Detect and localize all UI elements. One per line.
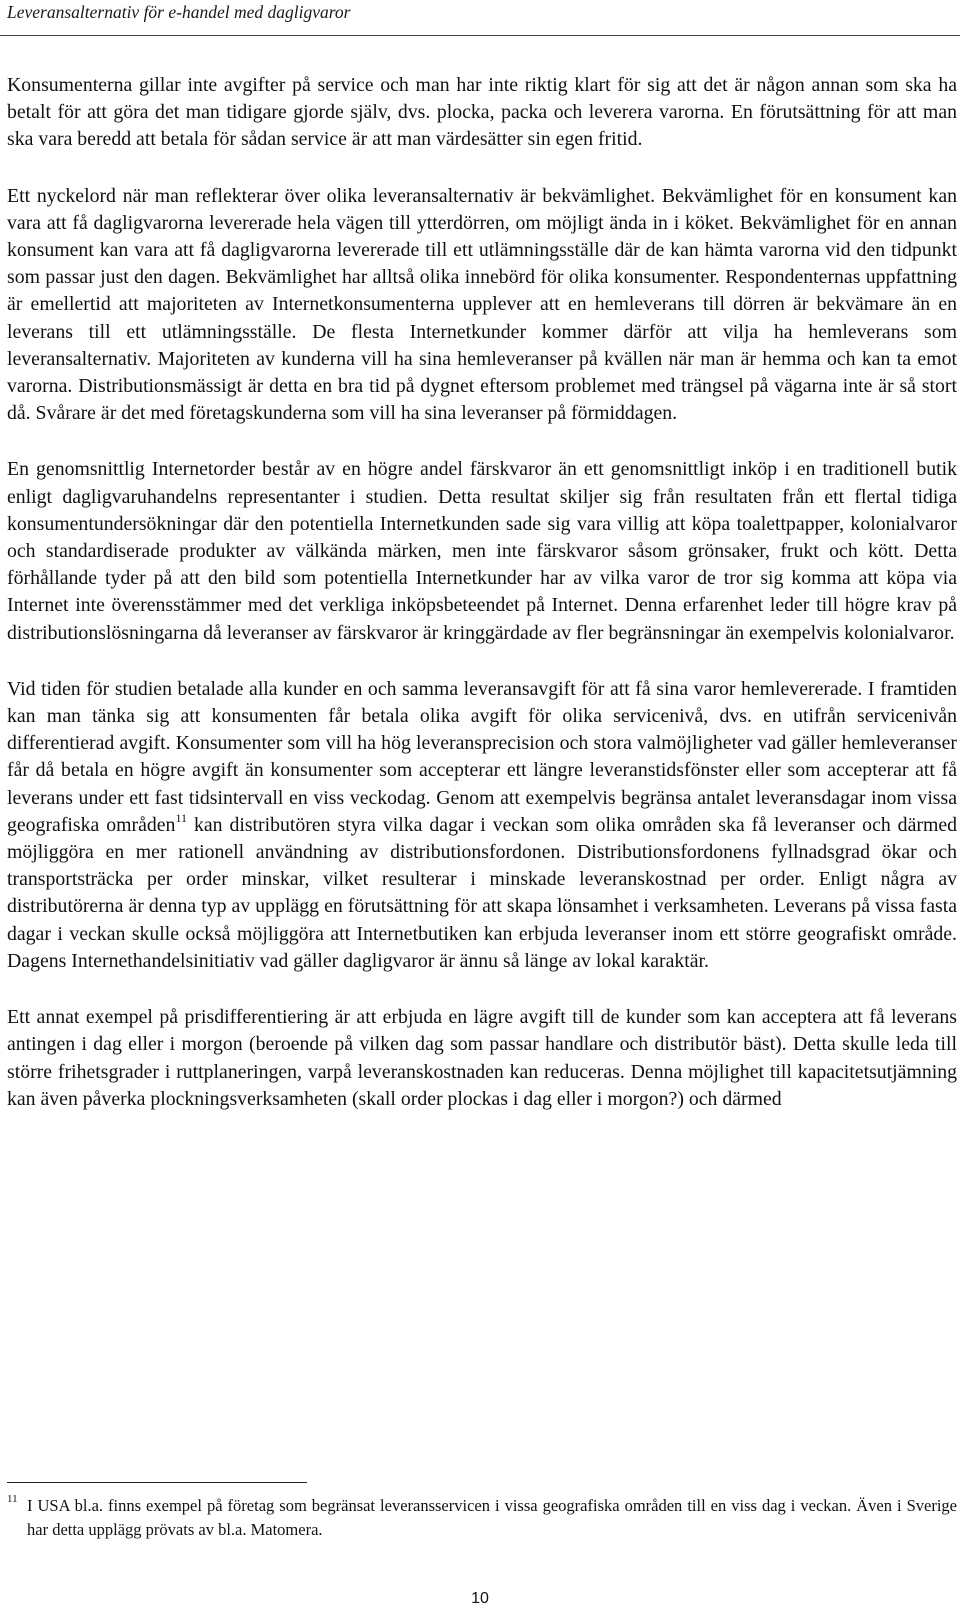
running-header: Leveransalternativ för e-handel med dagligvaror <box>7 2 351 22</box>
paragraph-delivery-fee-part1: Vid tiden för studien betalade alla kunder en och samma leveransavgift för att få sina varor hemlevererade. I framtiden kan man tänka sig att konsumenten får betala olika avgift för olika servicenivå, dvs. en utifrån servicenivån differentierad avgift. Konsumenter som vill ha hög leveransprecision och stora valmöjligheter vad gäller hemleveranser får då betala en högre avgift än konsumenter som accepterar ett längre leveranstidsfönster eller som accepterar att få leverans under ett fast tidsintervall en viss veckodag. Genom att exempelvis begränsa antalet leveransdagar inom vissa geografiska områden <box>7 677 957 836</box>
paragraph-convenience-lead: Ett nyckelord när man reflekterar över olika leveransalternativ är bekvämlighet. <box>7 184 656 207</box>
paragraph-fees: Konsumenterna gillar inte avgifter på service och man har inte riktig klart för sig att det är någon annan som ska ha betalt för att göra det man tidigare gjorde själv, dvs. plocka, packa och leverera varorna. En förutsättning för att man ska vara beredd att betala för sådan service är att man värdesätter sin egen fritid. <box>7 74 957 151</box>
header-divider <box>0 35 960 36</box>
paragraph-price-differentiation: Ett annat exempel på prisdifferentiering är att erbjuda en lägre avgift till de kunder som kan acceptera att få leverans antingen i dag eller i morgon (beroende på vilken dag som passar handlare och distributör bäst). Detta skulle leda till större frihetsgrader i ruttplaneringen, varpå leveranskostnaden kan reduceras. Denna möjlighet till kapacitetsutjämning kan även påverka plockningsverksamheten (skall order plockas i dag eller i morgon?) och därmed <box>7 1006 957 1110</box>
footnote-reference[interactable]: 11 <box>175 810 187 825</box>
paragraph-delivery-fee-part2: kan distributören styra vilka dagar i veckan som olika områden ska få leveranser och därmed möjliggöra en mer rationell användning av distributionsfordonen. Distributionsfordonens fyllnadsgrad ökar och transportsträcka per order minskar, vilket resulterar i minskade leveranskostnad per order. Enligt några av distributörerna är denna typ av upplägg en förutsättning för att skapa lönsamhet i verksamheten. Leverans på vissa fasta dagar i veckan skulle också möjliggöra att Internetbutiken kan erbjuda leveranser inom ett större geografiskt område. Dagens Internethandelsinitiativ vad gäller dagligvaror är ännu så länge av lokal karaktär. <box>7 813 958 972</box>
paragraph-delivery-fee <box>7 676 957 975</box>
paragraph-convenience <box>7 183 957 428</box>
paragraph-fresh-goods: En genomsnittlig Internetorder består av en högre andel färskvaror än ett genomsnittligt inköp i en traditionell butik enligt dagligvaruhandelns representanter i studien. Detta resultat skiljer sig från resultaten från ett flertal tidiga konsumentundersökningar där den potentiella Internetkunden sade sig vara villig att köpa toalettpapper, kolonialvaror och standardiserade produkter av välkända märken, men inte färskvaror såsom grönsaker, frukt och kött. Detta förhållande tyder på att den bild som potentiella Internetkunder har av vilka varor de tror sig komma att köpa via Internet inte överensstämmer med det verkliga inköpsbeteendet på Internet. Denna erfarenhet leder till högre krav på distributionslösningarna då leveranser av färskvaror är kringgärdade av fler begränsningar än exempelvis kolonialvaror. <box>7 458 957 644</box>
page-number: 10 <box>471 1590 489 1607</box>
footnote-divider <box>7 1482 307 1483</box>
paragraph-convenience-body: Bekvämlighet för en konsument kan vara att få dagligvarorna levererade hela vägen till ytterdörren, om möjligt ända in i köket. Bekvämlighet för en annan konsument kan vara att få dagligvarorna levererade till ett utlämningsställe där de kan hämta varorna vid den tidpunkt som passar just den dagen. Bekvämlighet har alltså olika innebörd för olika konsumenter. Respondenternas uppfattning är emellertid att majoriteten av Internetkonsumenterna upplever att en hemleverans till dörren är bekvämare än en leverans till ett utlämningsställe. De flesta Internetkunder kommer därför att vilja ha hemleverans som leveransalternativ. Majoriteten av kunderna vill ha sina hemleveranser på kvällen när man är hemma och kan ta emot varorna. Distributionsmässigt är detta en bra tid på dygnet eftersom problemet med trängsel på vägarna inte är så stort då. Svårare är det med företagskunderna som vill ha sina leveranser på förmiddagen. <box>7 184 957 425</box>
footnote-text: I USA bl.a. finns exempel på företag som begränsat leveransservicen i vissa geografiska områden till en viss dag i veckan. Även i Sverige har detta upplägg prövats av bl.a. Matomera. <box>27 1496 957 1539</box>
footnote <box>7 1494 957 1542</box>
footnote-number: 11 <box>7 1493 18 1505</box>
page-body <box>7 72 957 1127</box>
